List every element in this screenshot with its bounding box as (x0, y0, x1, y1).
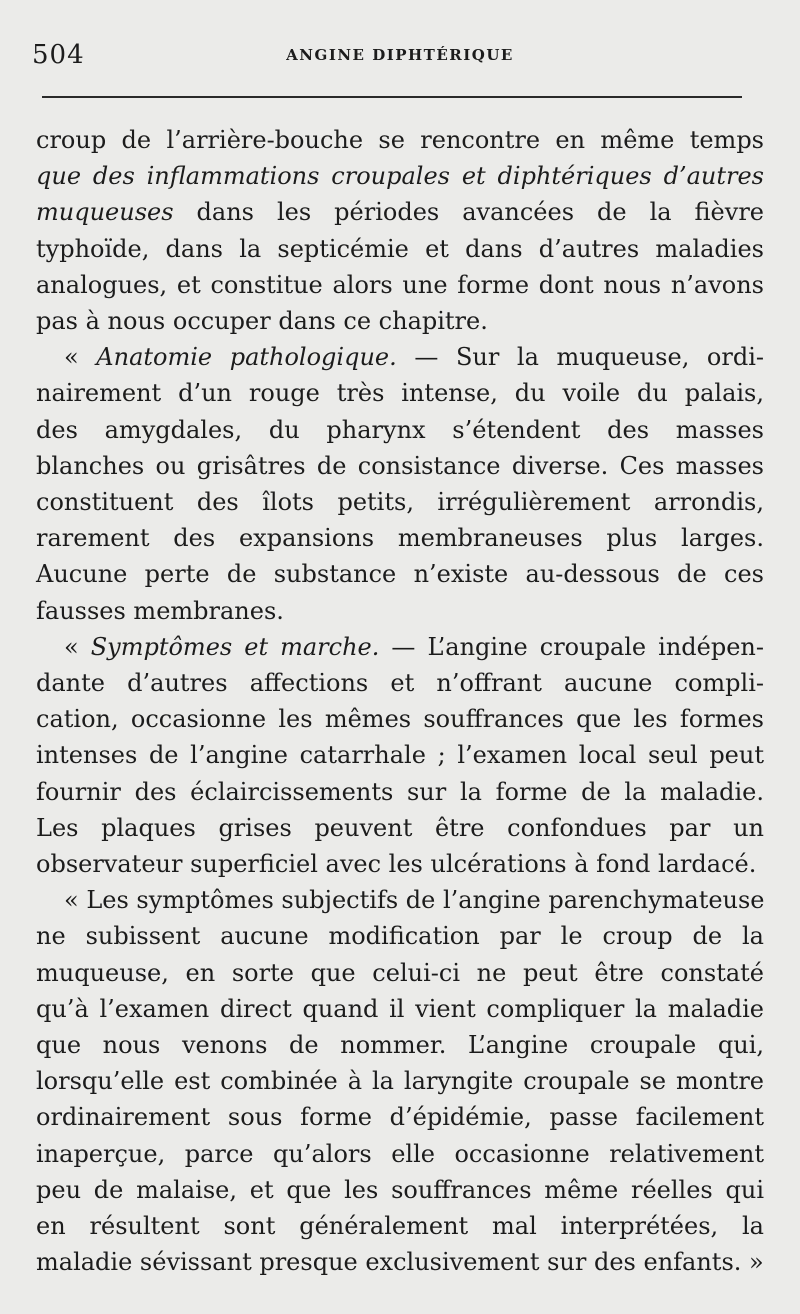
running-title: ANGINE DIPHTÉRIQUE (286, 46, 514, 64)
text-line: Les plaques grises peuvent être confondues par un (36, 813, 764, 842)
text-line: peu de malaise, et que les souffrances même réelles qui (36, 1175, 764, 1204)
body-text (36, 122, 764, 1281)
paragraph (36, 882, 764, 1280)
text-line: en résultent sont généralement mal interprétées, la (36, 1212, 764, 1241)
text-line: constituent des îlots petits, irrégulièrement arrondis, (36, 488, 764, 517)
italic-heading-line: « Anatomie pathologique. — Sur la muqueuse, ordi- (64, 343, 764, 372)
text-line: cation, occasionne les mêmes souffrances que les formes (36, 705, 764, 734)
text-line (36, 882, 764, 918)
text-line: pas à nous occuper dans ce chapitre. (36, 307, 488, 336)
text-line: lorsqu’elle est combinée à la laryngite croupale se montre (36, 1067, 764, 1096)
text-line: dante d’autres affections et n’offrant aucune compli- (36, 669, 764, 698)
text-line: ordinairement sous forme d’épidémie, passe facilement (36, 1103, 764, 1132)
italic-heading-line: « Symptômes et marche. — L’angine croupale indépen- (64, 632, 764, 661)
text-line: maladie sévissant presque exclusivement sur des enfants. » (36, 1248, 764, 1277)
text-line: des amygdales, du pharynx s’étendent des masses (36, 415, 764, 444)
text-line: observateur superficiel avec les ulcérations à fond lardacé. (36, 850, 757, 879)
text-line: muqueuses dans les périodes avancées de la fièvre (36, 198, 764, 227)
page-number: 504 (32, 40, 85, 70)
text-line (36, 629, 764, 665)
text-line: que nous venons de nommer. L’angine croupale qui, (36, 1031, 764, 1060)
indented-line: « Les symptômes subjectifs de l’angine parenchymateuse (64, 886, 765, 915)
text-line: fausses membranes. (36, 596, 284, 625)
text-line: Aucune perte de substance n’existe au-dessous de ces (36, 560, 764, 589)
text-line: que des inflammations croupales et diphtériques d’autres (36, 162, 764, 191)
text-line: rarement des expansions membraneuses plus larges. (36, 524, 764, 553)
text-line (36, 339, 764, 375)
text-line: blanches ou grisâtres de consistance diverse. Ces masses (36, 451, 764, 480)
paragraph (36, 629, 764, 882)
text-line: inaperçue, parce qu’alors elle occasionne relativement (36, 1139, 764, 1168)
text-line: nairement d’un rouge très intense, du voile du palais, (36, 379, 764, 408)
text-line: croup de l’arrière-bouche se rencontre en même temps (36, 126, 764, 154)
text-line: typhoïde, dans la septicémie et dans d’autres maladies (36, 234, 764, 263)
text-line: analogues, et constitue alors une forme dont nous n’avons (36, 270, 764, 299)
text-line: ne subissent aucune modification par le croup de la (36, 922, 764, 951)
text-line: intenses de l’angine catarrhale ; l’examen local seul peut (36, 741, 764, 770)
text-line: fournir des éclaircissements sur la forme de la maladie. (36, 777, 764, 806)
header-rule (42, 96, 742, 98)
paragraph (36, 339, 764, 629)
text-line: qu’à l’examen direct quand il vient compliquer la maladie (36, 994, 764, 1023)
text-line: muqueuse, en sorte que celui-ci ne peut être constaté (36, 958, 764, 987)
paragraph (36, 122, 764, 339)
